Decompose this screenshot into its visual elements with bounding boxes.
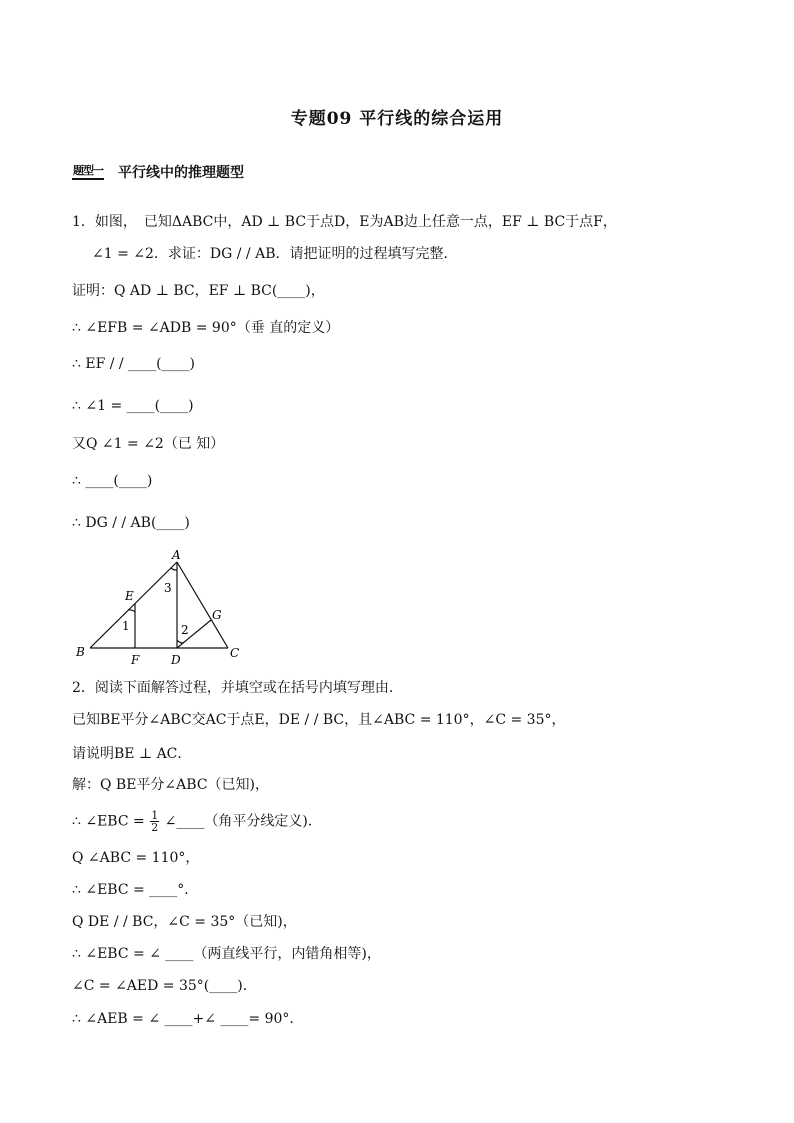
- q2-line-2: 已知BE平分∠ABC交AC于点E，DE / / BC，且∠ABC = 110°，∠C = 35°，: [72, 712, 566, 728]
- label-angle-3: 3: [164, 581, 172, 595]
- triangle-figure: [72, 548, 252, 668]
- label-d: D: [171, 653, 181, 667]
- q1-line-1: 1．如图， 已知ΔABC中，AD ⊥ BC于点D，E为AB边上任意一点，EF ⊥ BC于点F，: [72, 214, 617, 230]
- q2-line-4: 解：Q BE平分∠ABC（已知)，: [72, 777, 269, 793]
- q2-line-6: Q ∠ABC = 110°，: [72, 850, 200, 866]
- q1-proof-2: ∴ ∠EFB = ∠ADB = 90°（垂 直的定义）: [72, 320, 340, 336]
- q2-line-5: [72, 810, 322, 833]
- section-badge: 题型一: [72, 164, 104, 180]
- side-ab: [90, 562, 177, 648]
- angle-1-arc: [128, 610, 135, 612]
- q1-proof-6: ∴ ____(____): [72, 473, 153, 489]
- label-c: C: [230, 646, 240, 660]
- q2-line-5-pre: ∴ ∠EBC =: [72, 813, 145, 830]
- q1-proof-5: 又Q ∠1 = ∠2（已 知）: [72, 436, 225, 452]
- q1-proof-1: 证明：Q AD ⊥ BC，EF ⊥ BC(____)，: [72, 283, 325, 299]
- label-b: B: [76, 645, 85, 659]
- q1-proof-4: ∴ ∠1 = ____(____): [72, 398, 194, 414]
- label-angle-2: 2: [181, 623, 189, 637]
- q2-line-5-post: ∠____（角平分线定义)．: [164, 813, 322, 830]
- q1-proof-7: ∴ DG / / AB(____): [72, 515, 190, 531]
- fraction-half: [150, 810, 159, 833]
- fraction-denominator: 2: [151, 821, 159, 834]
- fraction-numerator: 1: [151, 809, 159, 822]
- angle-2-arc: [177, 640, 183, 643]
- label-f: F: [131, 653, 140, 667]
- q2-line-10: ∠C = ∠AED = 35°(____)．: [72, 978, 257, 994]
- section-heading: [72, 162, 244, 182]
- q2-line-9: ∴ ∠EBC = ∠ ____（两直线平行，内错角相等)，: [72, 946, 381, 962]
- label-g: G: [212, 608, 222, 622]
- label-a: A: [172, 548, 181, 562]
- q1-line-2: ∠1 = ∠2．求证：DG / / AB．请把证明的过程填写完整．: [92, 246, 458, 262]
- q2-line-8: Q DE / / BC，∠C = 35°（已知)，: [72, 914, 297, 930]
- label-e: E: [125, 589, 134, 603]
- section-label: 平行线中的推理题型: [118, 165, 244, 181]
- q1-proof-3: ∴ EF / / ____(____): [72, 356, 195, 372]
- q2-line-3: 请说明BE ⊥ AC．: [72, 746, 192, 762]
- label-angle-1: 1: [122, 619, 130, 633]
- q2-line-11: ∴ ∠AEB = ∠ ____+∠ ____= 90°．: [72, 1011, 304, 1027]
- q2-line-7: ∴ ∠EBC = ____°．: [72, 882, 199, 898]
- q2-line-1: 2．阅读下面解答过程，并填空或在括号内填写理由．: [72, 680, 403, 696]
- angle-3-arc: [171, 568, 177, 570]
- page-title: 专题09 平行线的综合运用: [290, 109, 504, 129]
